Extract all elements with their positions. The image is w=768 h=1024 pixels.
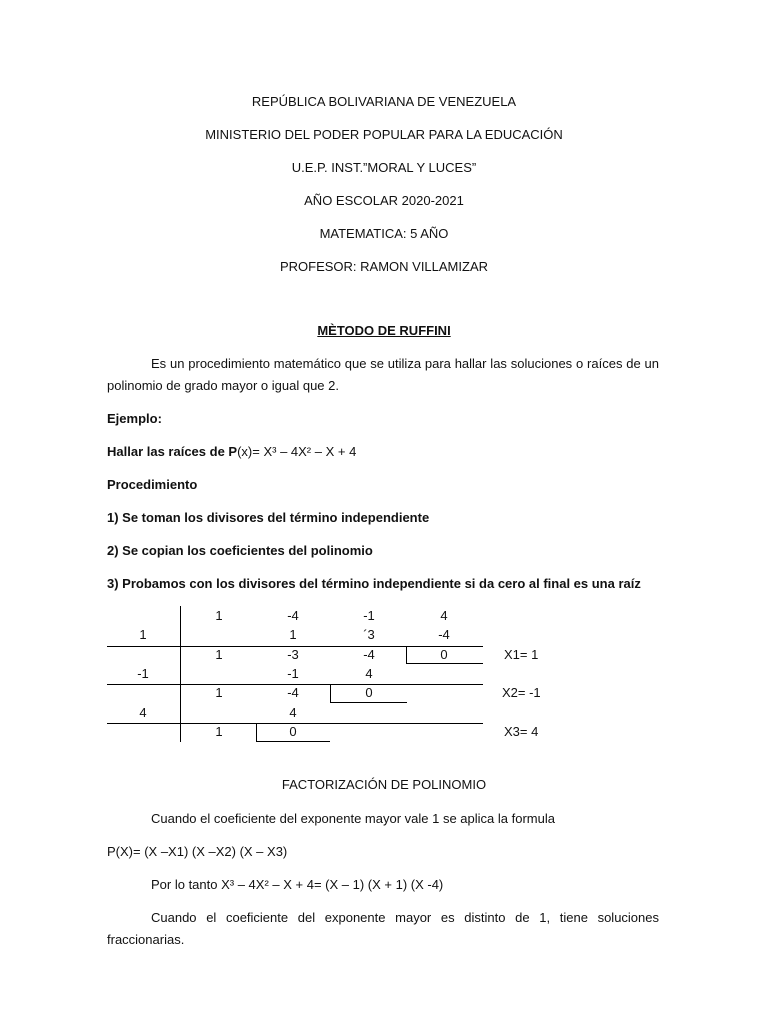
remainder-box-3-bottom xyxy=(256,741,330,742)
root-1: X1= 1 xyxy=(504,647,539,662)
divisor-2: -1 xyxy=(137,666,149,681)
header-line-2: MINISTERIO DEL PODER POPULAR PARA LA EDUCACIÓN xyxy=(205,127,563,142)
task-polynomial: (x)= X³ – 4X² – X + 4 xyxy=(237,444,357,459)
ruffini-cell: -1 xyxy=(363,608,375,623)
ruffini-remainder-2: 0 xyxy=(365,685,373,700)
example-label: Ejemplo: xyxy=(107,411,162,426)
step-3: 3) Probamos con los divisores del término independiente si da cero al final es una raíz xyxy=(107,576,641,591)
ruffini-cell: -3 xyxy=(287,647,299,662)
task-prefix: Hallar las raíces de xyxy=(107,444,229,459)
step-2: 2) Se copian los coeficientes del polinomio xyxy=(107,543,373,558)
ruffini-remainder-3: 0 xyxy=(289,724,297,739)
ruffini-cell: -1 xyxy=(287,666,299,681)
ruffini-vertical-line xyxy=(180,606,181,742)
procedure-label: Procedimiento xyxy=(107,477,198,492)
intro-paragraph: Es un procedimiento matemático que se utiliza para hallar las soluciones o raíces de un polinomio de grado mayor o igual que 2. xyxy=(107,356,659,393)
ruffini-cell: 1 xyxy=(289,627,297,642)
header-line-4: AÑO ESCOLAR 2020-2021 xyxy=(304,193,464,208)
ruffini-cell: -4 xyxy=(287,608,299,623)
remainder-box-2-bottom xyxy=(330,702,407,703)
ruffini-cell: 1 xyxy=(215,724,223,739)
factorization-conclusion: Por lo tanto X³ – 4X² – X + 4= (X – 1) (X + 1) (X -4) xyxy=(151,877,444,892)
ruffini-cell: 4 xyxy=(440,608,448,623)
task-p: P xyxy=(228,444,238,459)
remainder-box-1-bottom xyxy=(406,663,483,664)
divisor-3: 4 xyxy=(139,705,147,720)
header-line-1: REPÚBLICA BOLIVARIANA DE VENEZUELA xyxy=(251,94,517,109)
root-3: X3= 4 xyxy=(504,724,539,739)
ruffini-cell: -4 xyxy=(438,627,450,642)
root-2: X2= -1 xyxy=(502,685,541,700)
header-line-5: MATEMATICA: 5 AÑO xyxy=(319,226,449,241)
header-line-6: PROFESOR: RAMON VILLAMIZAR xyxy=(279,259,489,274)
ruffini-remainder-1: 0 xyxy=(440,647,448,662)
remainder-box-1-left xyxy=(406,646,407,664)
divisor-1: 1 xyxy=(139,627,147,642)
ruffini-cell: 1 xyxy=(215,647,223,662)
ruffini-cell: 4 xyxy=(289,705,297,720)
ruffini-cell: -4 xyxy=(287,685,299,700)
ruffini-cell: 1 xyxy=(215,685,223,700)
factorization-formula: P(X)= (X –X1) (X –X2) (X – X3) xyxy=(107,844,288,859)
remainder-box-3-left xyxy=(256,723,257,741)
ruffini-cell: 1 xyxy=(215,608,223,623)
section-title-ruffini: MÈTODO DE RUFFINI xyxy=(317,323,451,338)
step-1: 1) Se toman los divisores del término independiente xyxy=(107,510,430,525)
task-line xyxy=(107,441,659,463)
factorization-line-1: Cuando el coeficiente del exponente mayor vale 1 se aplica la formula xyxy=(151,811,555,826)
header-line-3: U.E.P. INST.”MORAL Y LUCES” xyxy=(291,160,477,175)
factorization-line-2: Cuando el coeficiente del exponente mayor es distinto de 1, tiene soluciones fraccionarias. xyxy=(107,910,659,947)
section-title-factorization: FACTORIZACIÓN DE POLINOMIO xyxy=(281,777,487,792)
ruffini-cell: 4 xyxy=(365,666,373,681)
remainder-box-2-left xyxy=(330,684,331,703)
ruffini-cell: ´3 xyxy=(363,627,375,642)
ruffini-cell: -4 xyxy=(363,647,375,662)
